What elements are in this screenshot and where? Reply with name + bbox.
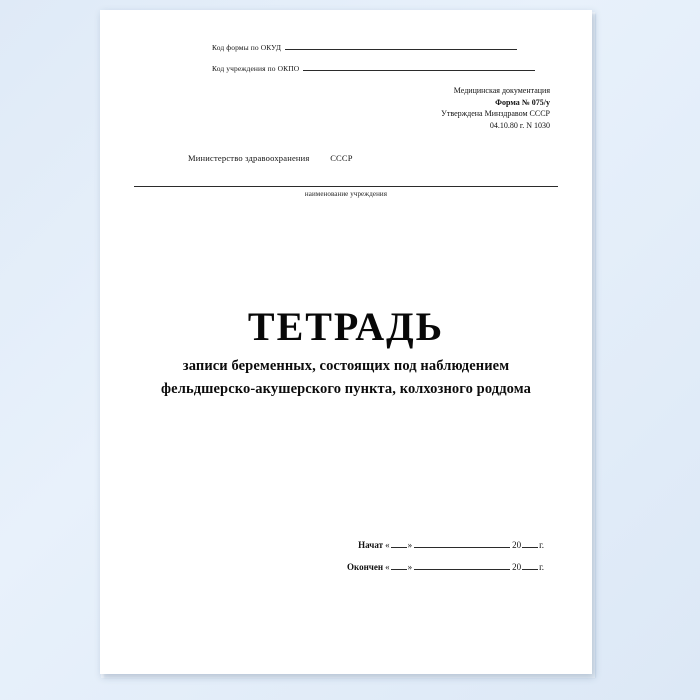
date-end-year-line[interactable] (522, 569, 538, 570)
date-fields-block (134, 540, 558, 572)
date-start-year-prefix: 20 (512, 540, 522, 551)
form-meta-block (134, 85, 558, 131)
code-label-okpo: Код учреждения по ОКПО (212, 64, 300, 73)
date-end-year-suffix: г. (539, 562, 544, 573)
ministry-name: Министерство здравоохранения (188, 153, 310, 164)
document-page-content (100, 10, 592, 674)
page-subtitle-line-1: записи беременных, состоящих под наблюдением (182, 358, 510, 375)
date-start-quote-open: « (385, 540, 390, 551)
ministry-line (134, 153, 558, 163)
title-block (134, 306, 558, 398)
date-start-month-line[interactable] (414, 547, 510, 548)
page-title: ТЕТРАДЬ (247, 304, 445, 350)
code-fill-line-okpo[interactable] (303, 61, 535, 71)
date-start-quote-close: » (407, 540, 413, 551)
institution-caption: наименование учреждения (304, 190, 388, 199)
date-end-label: Окончен (347, 562, 384, 573)
institution-fill-line[interactable] (134, 185, 558, 187)
date-end-month-line[interactable] (414, 569, 510, 570)
date-end-quote-close: » (407, 562, 413, 573)
date-row-end (134, 562, 544, 572)
date-start-year-suffix: г. (539, 540, 544, 551)
page-subtitle-line-2: фельдшерско-акушерского пункта, колхозного роддома (161, 381, 531, 398)
document-page (100, 10, 592, 674)
date-start-label: Начат (358, 540, 384, 551)
meta-form-number: Форма № 075/у (495, 97, 550, 107)
code-fill-line-okud[interactable] (285, 40, 517, 50)
meta-documentation-type: Медицинская документация (453, 86, 550, 95)
date-end-quote-open: « (385, 562, 390, 573)
code-label-okud: Код формы по ОКУД (212, 43, 282, 52)
meta-approved-by: Утверждена Минздравом СССР (441, 109, 550, 119)
date-row-start (134, 540, 544, 550)
code-row-okpo (134, 61, 558, 73)
ministry-country: СССР (330, 153, 353, 164)
date-end-year-prefix: 20 (512, 562, 522, 573)
date-end-day-line[interactable] (391, 569, 407, 570)
date-start-year-line[interactable] (522, 547, 538, 548)
code-row-okud (134, 40, 558, 52)
date-start-day-line[interactable] (391, 547, 407, 548)
meta-approval-date: 04.10.80 г. N 1030 (489, 120, 550, 130)
